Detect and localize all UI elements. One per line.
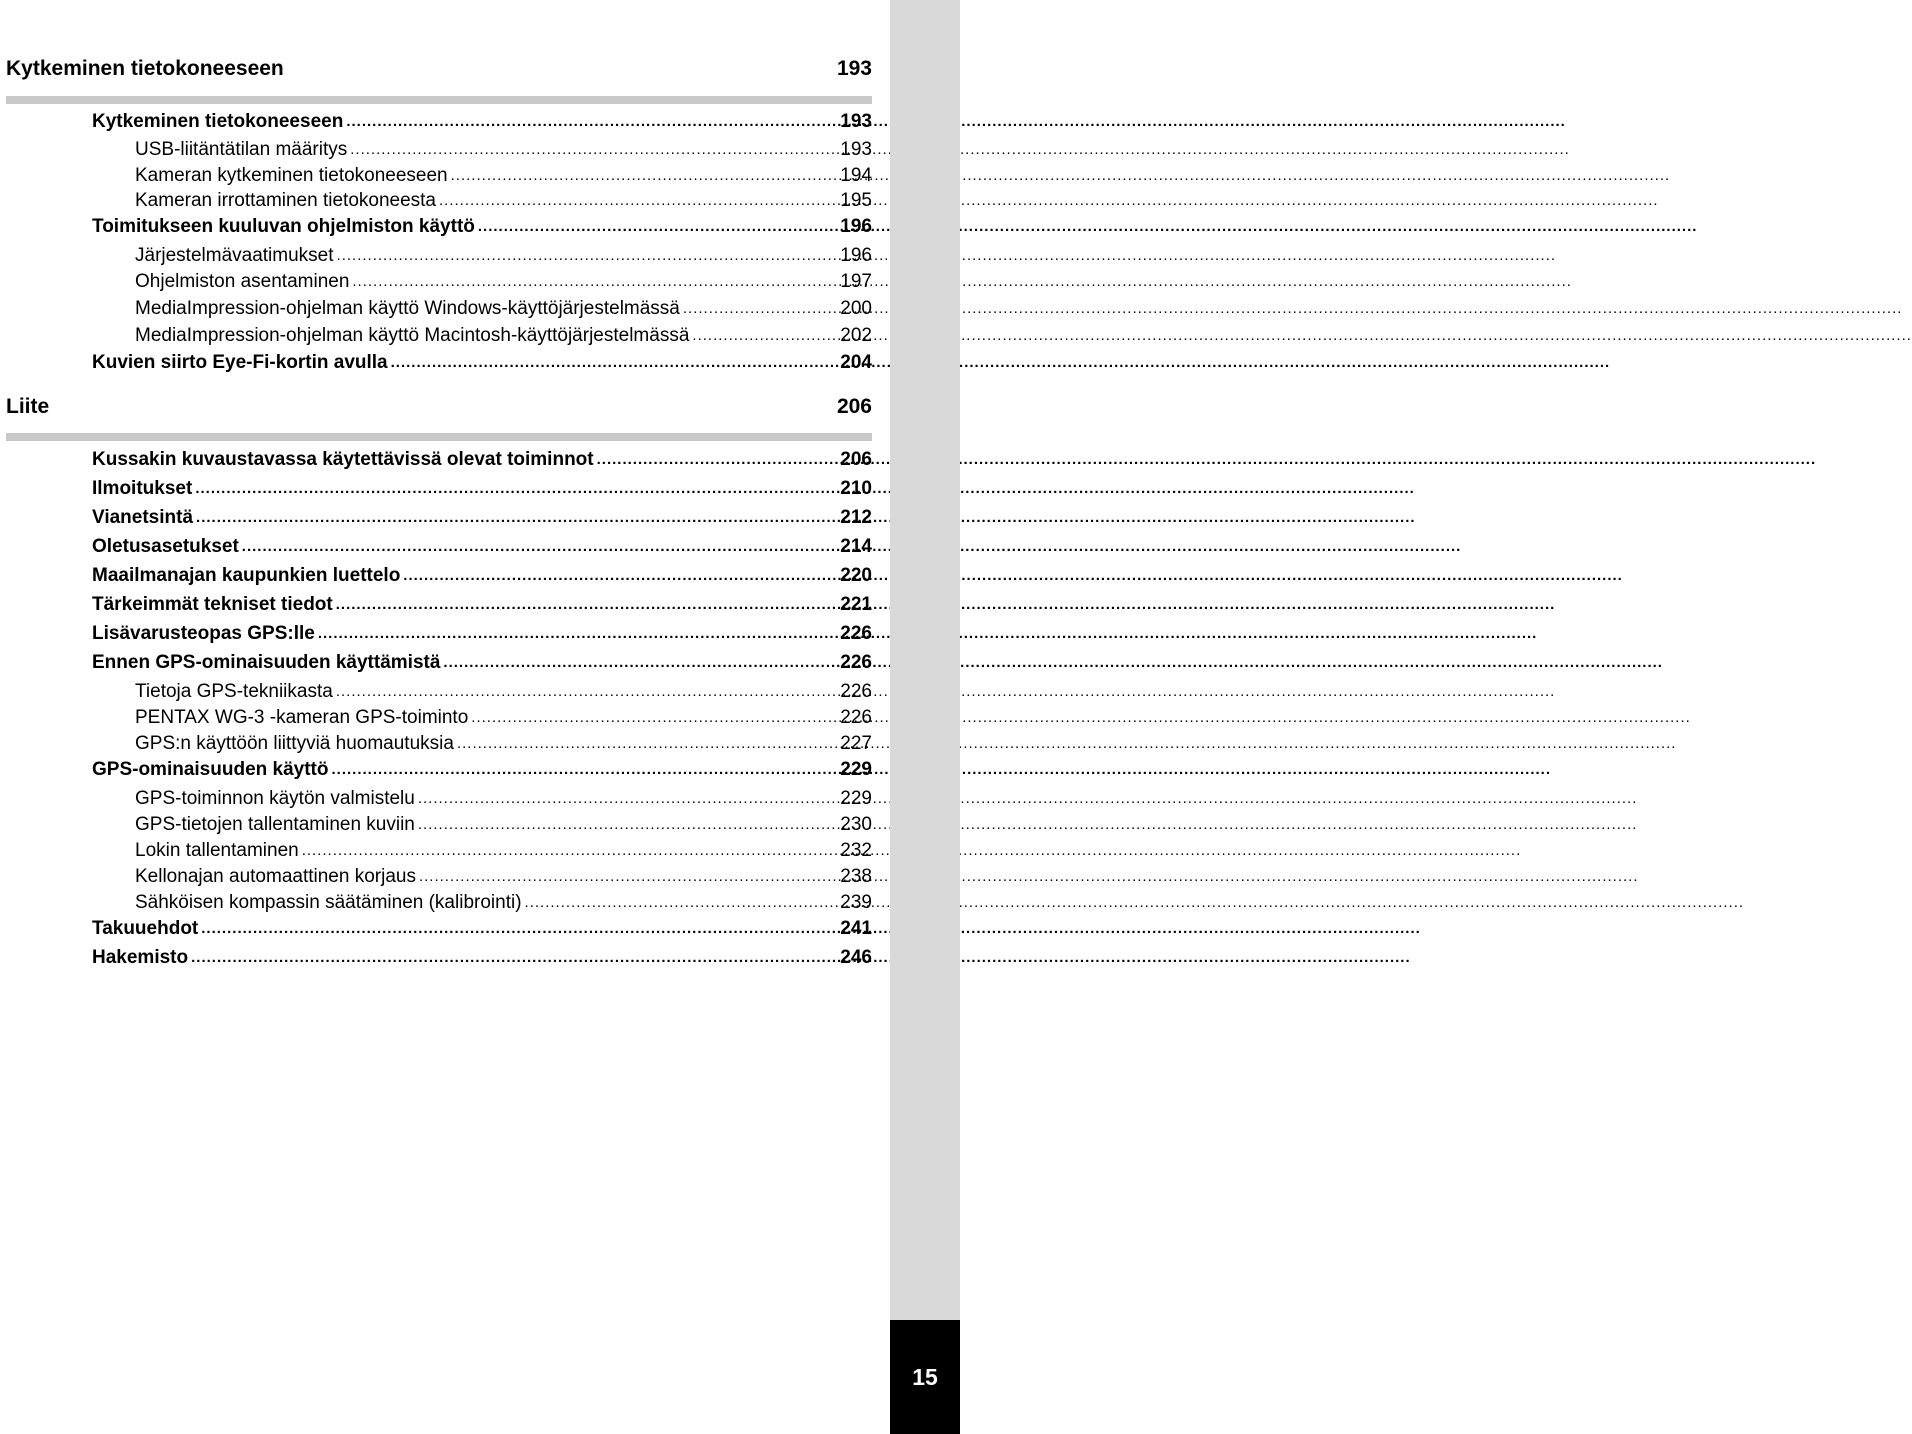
toc-subentry[interactable] [135,889,872,915]
toc-entry-title: Toimitukseen kuuluvan ohjelmiston käyttö [92,216,475,237]
toc-entry[interactable] [92,562,872,588]
toc-entry-title: Takuuehdot [92,918,199,939]
toc-entry-page: 204 [840,352,872,373]
toc-entry-title: GPS-tietojen tallentaminen kuviin [135,814,415,835]
toc-entry-page: 196 [840,245,872,266]
toc-entry-title: MediaImpression-ohjelman käyttö Windows-käyttöjärjestelmässä [135,298,680,319]
toc-entry-page: 221 [840,594,872,615]
toc-entry-page: 212 [840,507,872,528]
leader-dots [195,479,837,501]
toc-entry-page: 229 [840,788,872,809]
toc-subentry[interactable] [135,322,872,348]
toc-entry-page: 232 [840,840,872,861]
toc-entry-title: USB-liitäntätilan määritys [135,139,348,160]
side-tab-strip [890,0,960,1434]
section-page: 206 [836,395,872,418]
toc-entry-page: 202 [840,325,872,346]
section-divider [6,433,872,441]
page-number [890,1320,960,1434]
toc-entry[interactable] [92,620,872,646]
toc-entry-page: 226 [840,707,872,728]
leader-dots [597,450,838,472]
toc-entry-title: GPS-toiminnon käytön valmistelu [135,788,415,809]
toc-entry-page: 193 [840,111,872,132]
toc-entry-page: 226 [840,681,872,702]
toc-entry[interactable] [92,349,872,375]
toc-entry-page: 195 [840,190,872,211]
toc-entry[interactable] [92,108,872,134]
toc-entry-title: Tärkeimmät tekniset tiedot [92,594,333,615]
leader-dots [318,624,837,646]
toc-entry-page: 200 [840,298,872,319]
leader-dots [418,815,837,837]
leader-dots [478,217,837,239]
toc-entry-page: 226 [840,652,872,673]
leader-dots [439,191,837,213]
leader-dots [350,140,837,162]
toc-entry[interactable] [92,944,872,970]
toc-entry-title: Kameran kytkeminen tietokoneeseen [135,165,448,186]
toc-subentry[interactable] [135,863,872,889]
toc-entry-title: Kellonajan automaattinen korjaus [135,866,416,887]
toc-entry[interactable] [92,213,872,239]
toc-entry-title: GPS-ominaisuuden käyttö [92,759,329,780]
leader-dots [201,919,837,941]
toc-entry-page: 194 [840,165,872,186]
toc-entry[interactable] [92,533,872,559]
toc-entry-title: Järjestelmävaatimukset [135,245,334,266]
toc-entry-page: 196 [840,216,872,237]
toc-entry-title: Maailmanajan kaupunkien luettelo [92,565,401,586]
toc-entry-title: Tietoja GPS-tekniikasta [135,681,333,702]
toc-entry-title: Oletusasetukset [92,536,239,557]
toc-page [0,0,890,1434]
toc-entry[interactable] [92,649,872,675]
toc-entry[interactable] [92,756,872,782]
toc-entry-title: PENTAX WG-3 -kameran GPS-toiminto [135,707,469,728]
toc-subentry[interactable] [135,187,872,213]
toc-entry-title: Ohjelmiston asentaminen [135,271,350,292]
toc-entry[interactable] [92,504,872,530]
toc-entry-page: 241 [840,918,872,939]
section-title: Liite [6,395,50,418]
toc-entry-page: 230 [840,814,872,835]
leader-dots [336,595,838,617]
toc-entry[interactable] [92,591,872,617]
leader-dots [443,653,837,675]
leader-dots [451,166,838,188]
toc-entry[interactable] [92,915,872,941]
section-heading[interactable] [6,56,872,82]
leader-dots [683,299,837,321]
leader-dots [242,537,838,559]
toc-entry-title: Kameran irrottaminen tietokoneesta [135,190,436,211]
toc-entry[interactable] [92,475,872,501]
toc-entry-page: 238 [840,866,872,887]
leader-dots [692,326,837,348]
toc-entry-page: 220 [840,565,872,586]
section-title: Kytkeminen tietokoneeseen [6,57,284,80]
page-number-label: 15 [912,1363,938,1390]
toc-entry-title: Ennen GPS-ominaisuuden käyttämistä [92,652,441,673]
toc-entry-page: 193 [840,139,872,160]
leader-dots [403,566,837,588]
toc-subentry[interactable] [135,136,872,162]
toc-subentry[interactable] [135,837,872,863]
toc-entry-title: MediaImpression-ohjelman käyttö Macintosh-käyttöjärjestelmässä [135,325,690,346]
toc-entry-page: 229 [840,759,872,780]
leader-dots [391,353,838,375]
leader-dots [196,508,837,530]
toc-entry-page: 210 [840,478,872,499]
section-heading[interactable] [6,394,872,420]
toc-entry-title: Sähköisen kompassin säätäminen (kalibrointi) [135,892,522,913]
leader-dots [418,789,837,811]
toc-entry-page: 197 [840,271,872,292]
toc-entry-title: GPS:n käyttöön liittyviä huomautuksia [135,733,454,754]
leader-dots [525,893,838,915]
leader-dots [352,272,837,294]
toc-entry-page: 206 [840,449,872,470]
toc-subentry[interactable] [135,268,872,294]
toc-entry-title: Vianetsintä [92,507,194,528]
toc-entry-page: 239 [840,892,872,913]
toc-entry[interactable] [92,446,872,472]
leader-dots [302,841,838,863]
leader-dots [331,760,837,782]
toc-entry-page: 214 [840,536,872,557]
toc-entry-page: 227 [840,733,872,754]
toc-entry-title: Ilmoitukset [92,478,193,499]
toc-subentry[interactable] [135,242,872,268]
toc-subentry[interactable] [135,295,872,321]
toc-subentry[interactable] [135,678,872,704]
toc-entry-page: 226 [840,623,872,644]
toc-subentry[interactable] [135,162,872,188]
leader-dots [336,682,837,704]
leader-dots [191,948,837,970]
section-page: 193 [836,57,872,80]
leader-dots [346,112,837,134]
toc-subentry[interactable] [135,811,872,837]
toc-subentry[interactable] [135,704,872,730]
section-divider [6,96,872,104]
toc-entry-page: 246 [840,947,872,968]
toc-entry-title: Lokin tallentaminen [135,840,299,861]
leader-dots [337,246,838,268]
toc-entry-title: Kytkeminen tietokoneeseen [92,111,344,132]
toc-entry-title: Lisävarusteopas GPS:lle [92,623,315,644]
toc-subentry[interactable] [135,785,872,811]
toc-entry-title: Kuvien siirto Eye-Fi-kortin avulla [92,352,388,373]
toc-entry-title: Hakemisto [92,947,189,968]
leader-dots [419,867,837,889]
leader-dots [471,708,837,730]
toc-entry-title: Kussakin kuvaustavassa käytettävissä olevat toiminnot [92,449,594,470]
leader-dots [457,734,837,756]
toc-subentry[interactable] [135,730,872,756]
